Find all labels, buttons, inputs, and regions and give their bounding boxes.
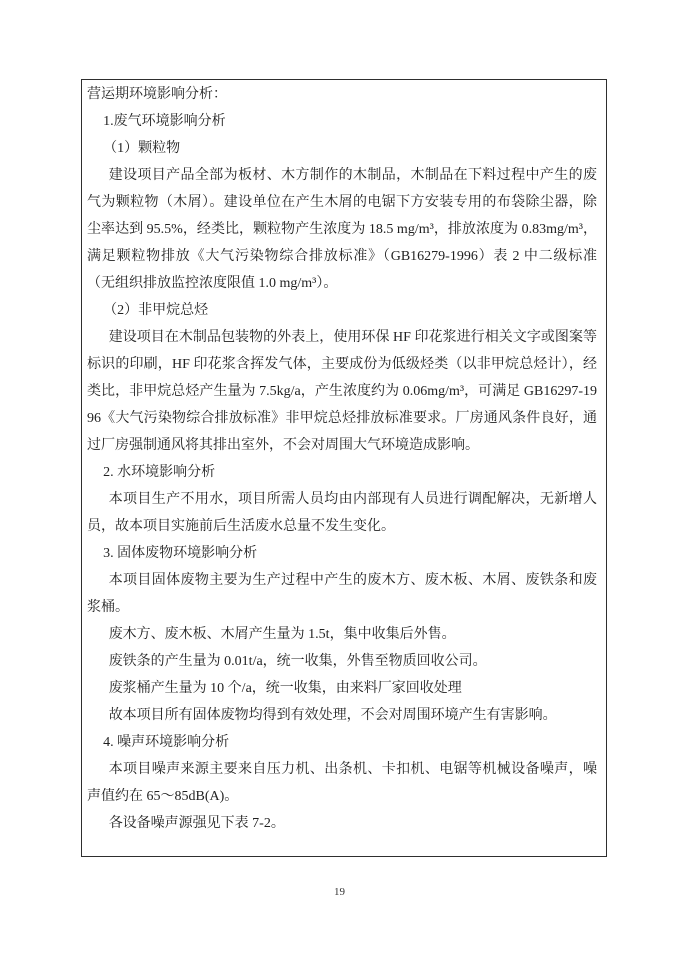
paragraph: 废浆桶产生量为 10 个/a，统一收集，由来料厂家回收处理 — [108, 681, 462, 696]
paragraph: 3. 固体废物环境影响分析 — [103, 546, 258, 561]
paragraph: 故本项目所有固体废物均得到有效处理，不会对周围环境产生有害影响。 — [108, 708, 557, 723]
paragraph: 废铁条的产生量为 0.01t/a，统一收集，外售至物质回收公司。 — [108, 654, 487, 669]
paragraph: 废木方、废木板、木屑产生量为 1.5t，集中收集后外售。 — [108, 627, 456, 642]
paragraph: 本项目噪声来源主要来自压力机、出条机、卡扣机、电锯等机械设备噪声，噪声值约在 65～85dB(A)。 — [87, 762, 597, 804]
paragraph: 各设备噪声源强见下表 7-2。 — [108, 816, 285, 831]
paragraph: 建设项目产品全部为板材、木方制作的木制品，木制品在下料过程中产生的废气为颗粒物（木屑）。建设单位在产生木屑的电锯下方安装专用的布袋除尘器，除尘率达到 95.5%，经类比，颗粒物产生浓度为 18.5 mg/m³，排放浓度为 0.83mg/m³，满足颗粒物排放《大气污染物综合排放标准》（GB16279-1996）表 2 中二级标准（无组织排放监控浓度限值 1.0 mg/m³）。 — [87, 168, 597, 291]
paragraph: （1）颗粒物 — [103, 141, 181, 156]
paragraph: 营运期环境影响分析： — [87, 87, 227, 102]
paragraph: 本项目固体废物主要为生产过程中产生的废木方、废木板、木屑、废铁条和废浆桶。 — [87, 573, 597, 615]
paragraph: 4. 噪声环境影响分析 — [103, 735, 230, 750]
paragraph: 本项目生产不用水，项目所需人员均由内部现有人员进行调配解决，无新增人员，故本项目实施前后生活废水总量不发生变化。 — [87, 492, 597, 534]
paragraph: 建设项目在木制品包装物的外表上，使用环保 HF 印花浆进行相关文字或图案等标识的印刷，HF 印花浆含挥发气体，主要成份为低级烃类（以非甲烷总烃计），经类比，非甲烷总烃产生量为 7.5kg/a，产生浓度约为 0.06mg/m³，可满足 GB16297-1996《大气污染物综合排放标准》非甲烷总烃排放标准要求。厂房通风条件良好，通过厂房强制通风将其排出室外，不会对周围大气环境造成影响。 — [87, 330, 597, 453]
paragraph: 2. 水环境影响分析 — [103, 465, 216, 480]
paragraph: 1.废气环境影响分析 — [103, 114, 226, 129]
page-number: 19 — [334, 886, 345, 898]
paragraph: （2）非甲烷总烃 — [103, 303, 209, 318]
document-body — [87, 81, 597, 837]
content-border-box — [81, 79, 607, 857]
